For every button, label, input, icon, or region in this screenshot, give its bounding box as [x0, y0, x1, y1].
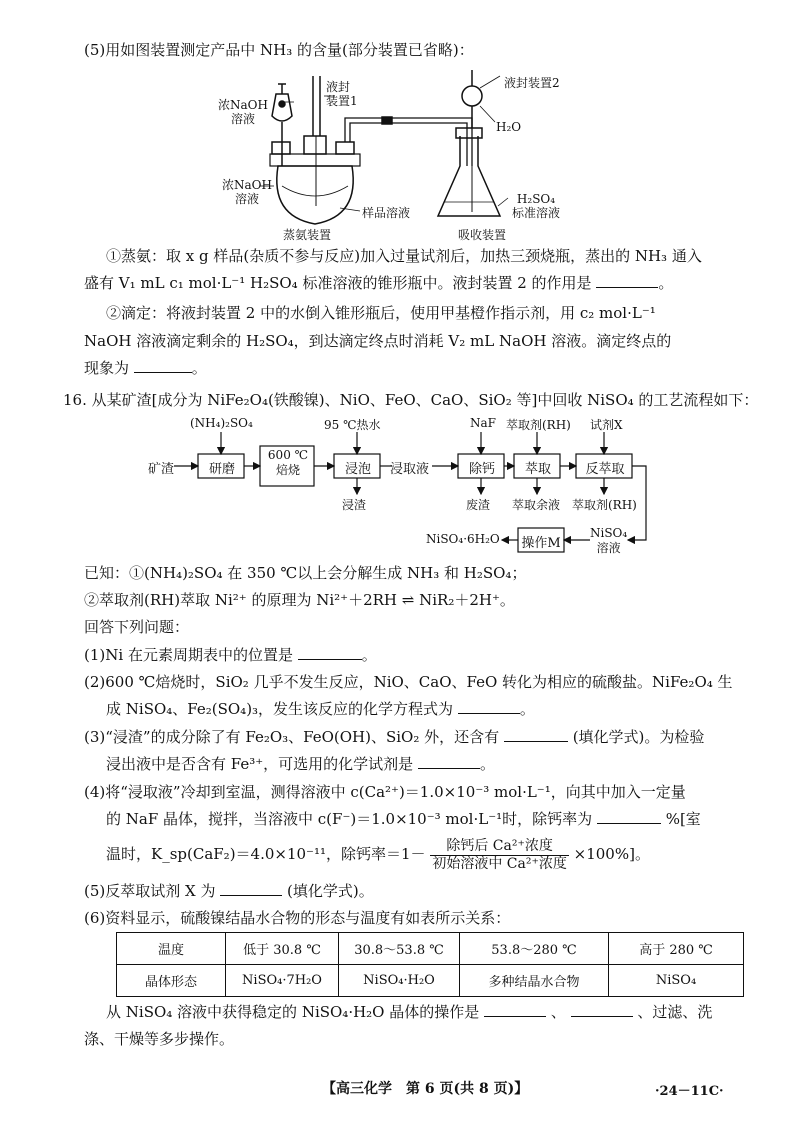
answer-blank[interactable]: [458, 699, 520, 714]
sub-q1: (1)Ni 在元素周期表中的位置是: [84, 646, 293, 664]
flow-reagent-x: 试剂X: [590, 418, 623, 432]
answer-blank[interactable]: [418, 754, 480, 769]
label-naoh-top-2: 溶液: [230, 112, 255, 126]
sub-q4-line2b: %[室: [665, 810, 701, 828]
table-row: [117, 933, 744, 965]
apparatus-figure: [210, 66, 630, 256]
table-cell: 温度: [117, 933, 226, 965]
footer-page-info: 【高三化学 第 6 页(共 8 页)】: [322, 1081, 529, 1097]
sub-q3-line1a: (3)“浸渣”的成分除了有 Fe₂O₃、FeO(OH)、SiO₂ 外，还含有: [84, 728, 500, 746]
answer-blank[interactable]: [484, 1002, 546, 1017]
q5-p1-line2: 盛有 V₁ mL c₁ mol·L⁻¹ H₂SO₄ 标准溶液的锥形瓶中。液封装置 2 的作用是: [84, 274, 592, 292]
known-2: ②萃取剂(RH)萃取 Ni²⁺ 的原理为 Ni²⁺＋2RH ⇌ NiR₂＋2H⁺。: [84, 591, 515, 609]
answer-blank[interactable]: [504, 727, 568, 742]
table-cell: NiSO₄·H₂O: [339, 965, 460, 997]
q5-intro: (5)用如图装置测定产品中 NH₃ 的含量(部分装置已省略)：: [84, 41, 474, 59]
flow-product: NiSO₄·6H₂O: [426, 532, 500, 546]
flow-hot-water: 95 ℃热水: [324, 418, 381, 432]
flow-rh-out: 萃取剂(RH): [572, 498, 637, 512]
answer-prompt: 回答下列问题：: [84, 618, 190, 636]
connecting-tube: [345, 118, 472, 166]
fraction-numerator: 除钙后 Ca²⁺浓度: [430, 838, 569, 856]
q5-p2-line3: 现象为: [84, 359, 130, 377]
label-seal1-2: 装置1: [326, 94, 358, 108]
flow-rh-in: 萃取剂(RH): [506, 418, 571, 432]
sub-q6-line2: 涤、干燥等多步操作。: [84, 1030, 235, 1048]
answer-blank[interactable]: [134, 358, 192, 373]
label-h2so4: H₂SO₄: [516, 192, 556, 206]
label-h2so4-2: 标准溶液: [512, 206, 561, 220]
answer-blank[interactable]: [597, 809, 661, 824]
q16-title: 16. 从某矿渣[成分为 NiFe₂O₄(铁酸镍)、NiO、FeO、CaO、SiO₂ 等]中回收 NiSO₄ 的工艺流程如下：: [63, 391, 759, 409]
flow-niso4-solution: NiSO₄: [590, 526, 628, 540]
seal-2-bulb: [462, 86, 482, 106]
q5-p1-line1: ①蒸氨：取 x g 样品(杂质不参与反应)加入过量试剂后，加热三颈烧瓶，蒸出的 NH₃ 通入: [106, 247, 702, 265]
nickel-sulfate-table: [116, 932, 744, 997]
label-absorb: 吸收装置: [458, 228, 507, 242]
flow-leach: 浸泡: [344, 462, 371, 477]
label-sample: 样品溶液: [362, 206, 411, 220]
footer-code: ·24－11C·: [655, 1084, 724, 1099]
flow-naf: NaF: [470, 416, 496, 430]
sub-q4-line3b: ×100%]。: [573, 845, 650, 863]
table-cell: 晶体形态: [117, 965, 226, 997]
table-cell: 高于 280 ℃: [609, 933, 744, 965]
table-cell: NiSO₄·7H₂O: [226, 965, 339, 997]
flow-leachate: 浸取液: [390, 462, 430, 477]
label-h2o: H₂O: [496, 120, 522, 134]
answer-blank[interactable]: [571, 1002, 633, 1017]
answer-blank[interactable]: [596, 273, 658, 288]
flow-ore: 矿渣: [148, 462, 175, 477]
sub-q3-line2: 浸出液中是否含有 Fe³⁺，可选用的化学试剂是: [106, 755, 414, 773]
flow-roast-temp: 600 ℃: [267, 448, 309, 462]
flow-op-m: 操作M: [521, 536, 561, 551]
flow-grind: 研磨: [208, 462, 235, 477]
table-cell: 低于 30.8 ℃: [226, 933, 339, 965]
sub-q2-line2: 成 NiSO₄、Fe₂(SO₄)₃，发生该反应的化学方程式为: [106, 700, 454, 718]
label-seal1: 液封: [326, 80, 351, 94]
label-naoh-top: 浓NaOH: [218, 98, 268, 112]
table-cell: NiSO₄: [609, 965, 744, 997]
sub-q5a: (5)反萃取试剂 X 为: [84, 882, 216, 900]
fraction-denominator: 初始溶液中 Ca²⁺浓度: [432, 855, 567, 872]
sub-q6-line1b: 、: [550, 1003, 566, 1021]
table-cell: 多种结晶水合物: [460, 965, 609, 997]
table-row: [117, 965, 744, 997]
flow-waste: 废渣: [466, 498, 491, 512]
sub-q6-line1c: 、过滤、洗: [637, 1003, 713, 1021]
sub-q4-line1: (4)将“浸取液”冷却到室温，测得溶液中 c(Ca²⁺)＝1.0×10⁻³ mol·L⁻¹，向其中加入一定量: [84, 783, 686, 801]
flow-strip: 反萃取: [585, 462, 625, 477]
sub-q4-line2a: 的 NaF 晶体，搅拌，当溶液中 c(F⁻)＝1.0×10⁻³ mol·L⁻¹时，除钙率为: [106, 810, 593, 828]
sub-q6-line1a: 从 NiSO₄ 溶液中获得稳定的 NiSO₄·H₂O 晶体的操作是: [106, 1003, 480, 1021]
table-cell: 53.8～280 ℃: [460, 933, 609, 965]
label-distill: 蒸氨装置: [283, 228, 332, 242]
sub-q2-line1: (2)600 ℃焙烧时，SiO₂ 几乎不发生反应，NiO、CaO、FeO 转化为相应的硫酸盐。NiFe₂O₄ 生: [84, 673, 733, 691]
flow-roast: 焙烧: [275, 463, 300, 477]
sub-q4-line3a: 温时，K_sp(CaF₂)＝4.0×10⁻¹¹，除钙率＝1－: [106, 845, 426, 863]
label-naoh-bottom-2: 溶液: [234, 192, 259, 206]
sub-q6: (6)资料显示，硫酸镍结晶水合物的形态与温度有如表所示关系：: [84, 909, 511, 927]
q5-p2-line1: ②滴定：将液封装置 2 中的水倒入锥形瓶后，使用甲基橙作指示剂，用 c₂ mol·L⁻¹: [106, 304, 656, 322]
answer-blank[interactable]: [298, 645, 362, 660]
q5-p2-line2: NaOH 溶液滴定剩余的 H₂SO₄，到达滴定终点时消耗 V₂ mL NaOH 溶液。滴定终点的: [84, 332, 672, 350]
flow-extract: 萃取: [524, 462, 551, 477]
table-cell: 30.8～53.8 ℃: [339, 933, 460, 965]
answer-blank[interactable]: [220, 881, 282, 896]
flow-decalcify: 除钙: [468, 462, 495, 477]
flow-raffinate: 萃取余液: [512, 498, 561, 512]
sub-q5b: (填化学式)。: [287, 882, 374, 900]
flow-niso4-solution-2: 溶液: [596, 541, 621, 555]
removal-rate-fraction: [430, 838, 569, 873]
flow-nh4so4: (NH₄)₂SO₄: [190, 416, 253, 430]
label-seal2: 液封装置2: [504, 76, 560, 90]
known-1: 已知：①(NH₄)₂SO₄ 在 350 ℃以上会分解生成 NH₃ 和 H₂SO₄；: [84, 564, 527, 582]
three-neck-flask: [277, 166, 353, 224]
flow-residue: 浸渣: [342, 498, 367, 512]
sub-q3-line1b: (填化学式)。为检验: [572, 728, 705, 746]
conical-flask: [438, 136, 500, 216]
label-naoh-bottom: 浓NaOH: [222, 178, 272, 192]
